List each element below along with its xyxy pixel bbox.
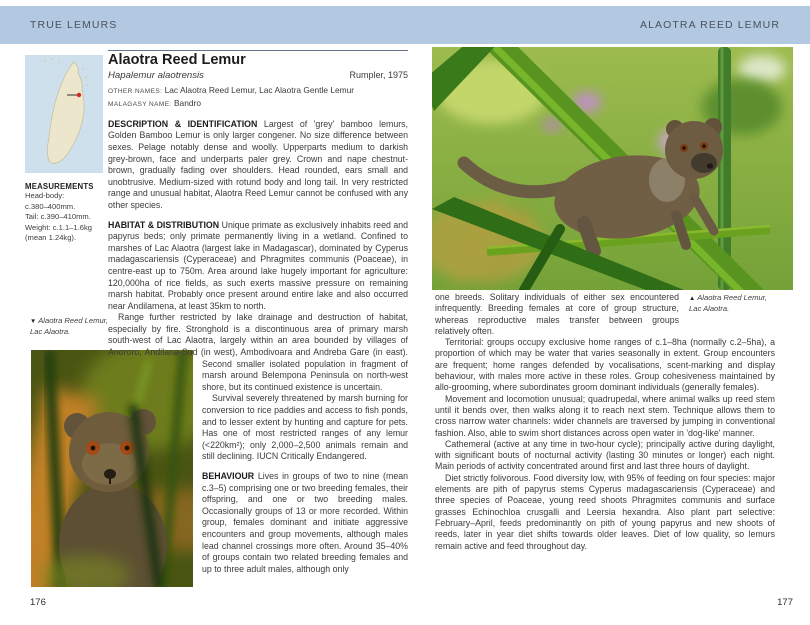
measurement-line: Head-body: (25, 191, 65, 200)
body-paragraph: Lives in groups of two to nine (mean c.3–5) comprising one or two breeding females, their offspring, and one or two breeding males. Occasionally groups of 13 or more recorded. Within group, females dominant and initiate aggressive encounters and group movements, although males lead channel crossings more often. Around 35–40% of groups contain two related breeding females and up to three adult males, although only (202, 471, 408, 574)
up-triangle-icon: ▲ (689, 295, 696, 302)
description-section (108, 119, 408, 212)
malagasy-name-label: MALAGASY NAME: (108, 100, 172, 108)
body-paragraph: one breeds. Solitary individuals of either sex encountered infrequently. Breeding females at core of group structure, whereas reproductive males transfer between groups relatively often. (435, 292, 679, 336)
body-paragraph: Diet strictly folivorous. Food diversity low, with 95% of feeding on four species: major elements are pith of papyrus stems Cyperus madagascariensis (Cyperaceae) and three species of Poaceae, young reed shoots Phragmites communis and surface grasses Echinochloa crusgalli and Leersia hexandra. Also plant part selective: February–April, feeds predominantly on pith of young papyrus and new shoots of reeds, later in year diet shifts towards older leaves. Diet of low quality, so lemurs remain active and feed throughout day. (435, 472, 775, 551)
measurement-line: c.380–400mm. (25, 201, 76, 211)
body-paragraph: Survival severely threatened by marsh burning for conversion to rice paddies and access to fish ponds, and to lesser extent by hunting and capture for pets. Has one of most restricted ranges of any lemur (<220km²); only 2,000–2,500 animals remain and still declining. IUCN Critically Endangered. (202, 393, 408, 462)
other-names-value: Lac Alaotra Reed Lemur, Lac Alaotra Gentle Lemur (164, 85, 355, 96)
section-heading: BEHAVIOUR (202, 471, 255, 481)
body-paragraph: Range further restricted by lake drainage and destruction of habitat, especially by fire. Stronghold is a discontinuous area of primary marsh south-west of Lac Alaotra, largely within an area bounded by villages of Anororo, Andilana-Sud (in west), Ambodivoara and Andreba Gare (in east). Second smaller isolated population in fragment of marsh around Belempona Peninsula on north-west shore, but its continued existence is uncertain. (108, 312, 408, 392)
habitat-section (108, 220, 408, 463)
measurements-title: MEASUREMENTS (25, 182, 94, 191)
section-heading: HABITAT & DISTRIBUTION (108, 219, 220, 230)
scientific-name: Hapalemur alaotrensis (108, 69, 204, 81)
down-triangle-icon: ▼ (30, 318, 37, 325)
measurement-line: Weight: c.1.1–1.6kg (25, 222, 92, 232)
other-names-label: OTHER NAMES: (108, 88, 163, 96)
body-paragraph: Movement and locomotion unusual; quadrupedal, where animal walks up reed stem until it bends over, then walks along it to reach next stem. Technique allows them to cross narrow water channels: wider channels are traversed by jumping in conventional fashion. Also, able to swim short distances across open water in 'dog-like' manner. (435, 393, 775, 438)
taxon-authority: Rumpler, 1975 (349, 69, 408, 80)
body-paragraph: Largest of 'grey' bamboo lemurs, Golden Bamboo Lemur is only larger congener. No size difference between sexes. Pelage notably dense and woolly. Upperparts medium to darkish grey-brown, face and underparts paler grey. Crown and nape chestnut-brown, gradually fading over shoulders. Head rounded, ears small and unobtrusive. Medium-sized with rotund body and long tail. In very restricted range and unusual habitat, Alaotra Reed Lemur cannot be confused with any other species. (108, 118, 408, 210)
measurement-line: (mean 1.24kg). (25, 233, 77, 243)
header-band (0, 6, 810, 44)
body-paragraph: Territorial: groups occupy exclusive home ranges of c.1–8ha (normally c.2–5ha), a proportion of which may be water that varies seasonally in extent. Group encounters are frequent; home ranges defended by vocalisations, scent-marking and display behaviour, with males more active in these roles. Group cohesiveness maintained by allo-grooming, where subordinates groom dominant individuals (generally females). (435, 337, 775, 393)
body-paragraph: Cathemeral (active at any time in two-hour cycle); principally active during daylight, with significant bouts of nocturnal activity (lasting 30 minutes or longer) each night. Main periods of activity concentrated around first and last three hours of daylight. (435, 438, 775, 472)
scientific-name-row (108, 70, 408, 82)
page-number-left: 176 (30, 597, 46, 608)
photo-caption-left: ▼ Alaotra Reed Lemur, Lac Alaotra. (30, 316, 108, 336)
body-paragraph: Unique primate as exclusively inhabits reed and papyrus beds; only primate permanently living in a wetland. Confined to marshes of Lac Alaotra (largest lake in Madagascar), dominated by Cyperus madagascariensis (Cyperaceae) and Phragmites communis (Poaceae), in centre-east up to 750m. Area around lake hugely important for agriculture: 120,000ha of rice fields, as such exerts massive pressure on remaining marsh habitat. Probably once present around entire lake and also occurred near Andilamena, at least 35km to north. (108, 219, 408, 311)
title-rule (108, 50, 408, 51)
lemur-photo-right (432, 47, 793, 290)
madagascar-range-map (25, 55, 103, 173)
right-page-text-column (435, 292, 775, 552)
left-page-text-column (108, 50, 408, 584)
other-names-line (108, 85, 408, 98)
malagasy-name-value: Bandro (173, 97, 201, 108)
header-species-label: ALAOTRA REED LEMUR (640, 19, 780, 31)
photo-caption-right: ▲ Alaotra Reed Lemur, Lac Alaotra. (689, 293, 767, 313)
page-number-right: 177 (777, 597, 793, 608)
header-section-label: TRUE LEMURS (30, 19, 118, 31)
section-heading: DESCRIPTION & IDENTIFICATION (108, 118, 258, 129)
species-title: Alaotra Reed Lemur (108, 52, 246, 68)
measurement-line: Tail: c.390–410mm. (25, 212, 91, 222)
sidebar (25, 55, 103, 244)
malagasy-name-line (108, 98, 408, 111)
